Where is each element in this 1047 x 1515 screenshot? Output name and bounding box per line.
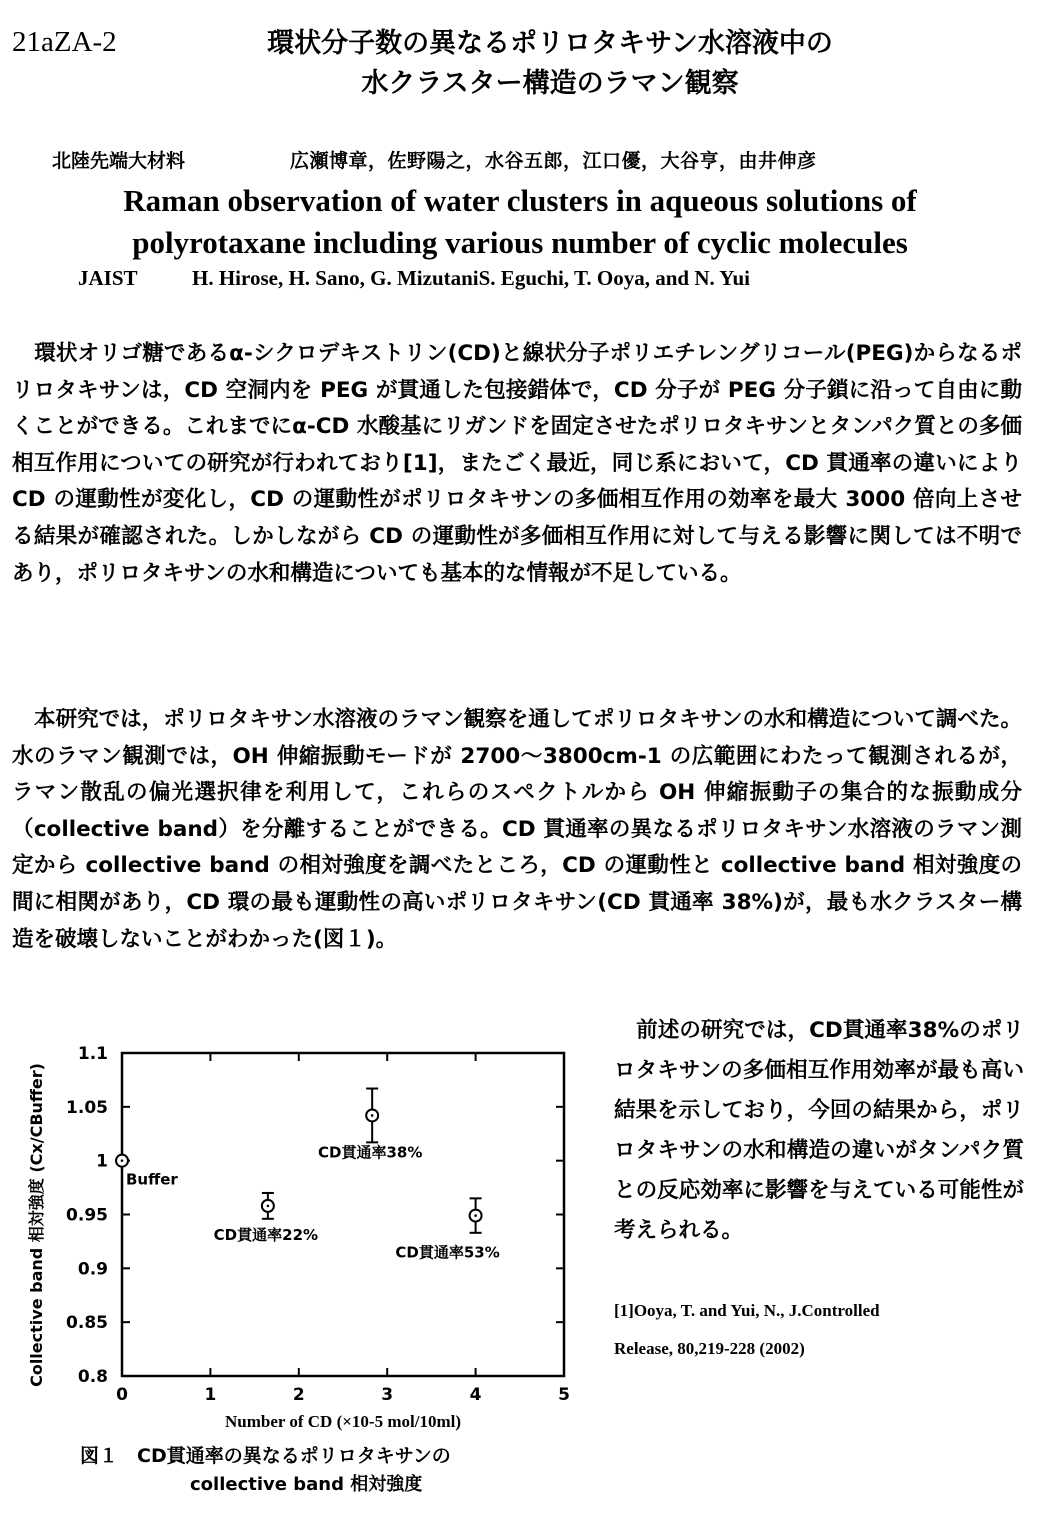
affiliation-japanese: 北陸先端大材料 — [52, 150, 186, 172]
data-point-group — [116, 1089, 500, 1262]
x-axis-label: Number of CD (×10-5 mol/10ml) — [224, 1412, 462, 1431]
affiliation-english: JAIST — [78, 266, 138, 290]
title-english-line1: Raman observation of water clusters in aqueous solutions of — [123, 183, 917, 218]
y-tick-label: 1.1 — [77, 1044, 108, 1064]
reference — [614, 1292, 1034, 1368]
reference-line2: Release, 80,219-228 (2002) — [614, 1339, 805, 1358]
y-tick-label: 1.05 — [66, 1097, 108, 1118]
y-tick-label: 0.9 — [77, 1259, 108, 1280]
figure-caption-line1: 図１ CD貫通率の異なるポリロタキサンの — [80, 1445, 451, 1467]
data-point-center — [474, 1214, 477, 1217]
data-label: CD貫通率38% — [317, 1143, 423, 1162]
body-paragraph-3-text: 前述の研究では，CD貫通率38%のポリロタキサンの多価相互作用効率が最も高い結果を示しており，今回の結果から，ポリロタキサンの水和構造の違いがタンパク質との反応効率に影響を与えている可能性が考えられる。 — [614, 1018, 1024, 1243]
body-paragraph-1 — [12, 336, 1022, 592]
y-tick-group — [66, 1044, 564, 1387]
data-point-center — [267, 1205, 270, 1208]
paper-id: 21aZA-2 — [12, 26, 117, 58]
reference-line1: [1]Ooya, T. and Yui, N., J.Controlled — [614, 1301, 880, 1320]
x-tick-label: 1 — [204, 1385, 217, 1405]
x-tick-label: 5 — [558, 1385, 570, 1405]
x-tick-label: 4 — [469, 1385, 482, 1405]
body-paragraph-2 — [12, 702, 1022, 958]
data-point-center — [121, 1159, 124, 1162]
title-english — [20, 180, 1020, 264]
plot-frame — [122, 1053, 564, 1376]
y-axis-label: Collective band 相対強度 (Cx/CBuffer) — [27, 1063, 46, 1387]
y-tick-label: 0.8 — [77, 1367, 108, 1387]
title-japanese — [150, 24, 950, 104]
body-paragraph-3 — [614, 1011, 1024, 1251]
data-point-center — [371, 1114, 374, 1117]
y-tick-label: 1 — [96, 1151, 108, 1172]
authors-english: H. Hirose, H. Sano, G. MizutaniS. Eguchi, T. Ooya, and N. Yui — [192, 266, 750, 290]
x-tick-group — [116, 1053, 570, 1405]
title-english-line2: polyrotaxane including various number of cyclic molecules — [132, 225, 908, 260]
y-tick-label: 0.95 — [66, 1205, 108, 1226]
figure-caption-line2: collective band 相対強度 — [190, 1474, 423, 1495]
data-label: CD貫通率53% — [395, 1243, 500, 1262]
data-label: CD貫通率22% — [213, 1225, 319, 1244]
title-japanese-line1: 環状分子数の異なるポリロタキサン水溶液中の — [267, 28, 833, 59]
body-paragraph-2-text: 本研究では，ポリロタキサン水溶液のラマン観察を通してポリロタキサンの水和構造について調べた。水のラマン観測では，OH 伸縮振動モードが 2700～3800cm-1 の広範囲にわたって観測されるが，ラマン散乱の偏光選択律を利用して，これらのスペクトルから OH 伸縮振動子の集合的な振動成分（collective band）を分離することができる。CD 貫通率の異なるポリロタキサン水溶液のラマン測定から collective band の相対強度を調べたところ，CD の運動性と collective band 相対強度の間に相関があり，CD 環の最も運動性の高いポリロタキサン(CD 貫通率 38%)が，最も水クラスター構造を破壊しないことがわかった(図１)。 — [12, 707, 1022, 952]
y-tick-label: 0.85 — [66, 1313, 108, 1334]
title-japanese-line2: 水クラスター構造のラマン観察 — [361, 68, 739, 99]
authors-japanese: 広瀬博章，佐野陽之，水谷五郎，江口優，大谷亨，由井伸彦 — [290, 150, 817, 172]
x-tick-label: 3 — [381, 1385, 394, 1405]
figure-chart — [0, 1020, 600, 1500]
x-tick-label: 2 — [292, 1385, 305, 1405]
x-tick-label: 0 — [116, 1385, 128, 1405]
data-label: Buffer — [126, 1170, 178, 1189]
body-paragraph-1-text: 環状オリゴ糖であるα-シクロデキストリン(CD)と線状分子ポリエチレングリコール(PEG)からなるポリロタキサンは，CD 空洞内を PEG が貫通した包接錯体で，CD 分子が PEG 分子鎖に沿って自由に動くことができる。これまでにα-CD 水酸基にリガンドを固定させたポリロタキサンとタンパク質との多価相互作用についての研究が行われており[1]，またごく最近，同じ系において，CD 貫通率の違いにより CD の運動性が変化し，CD の運動性がポリロタキサンの多価相互作用の効率を最大 3000 倍向上させる結果が確認された。しかしながら CD の運動性が多価相互作用に対して与える影響に関しては不明であり，ポリロタキサンの水和構造についても基本的な情報が不足している。 — [12, 341, 1022, 586]
